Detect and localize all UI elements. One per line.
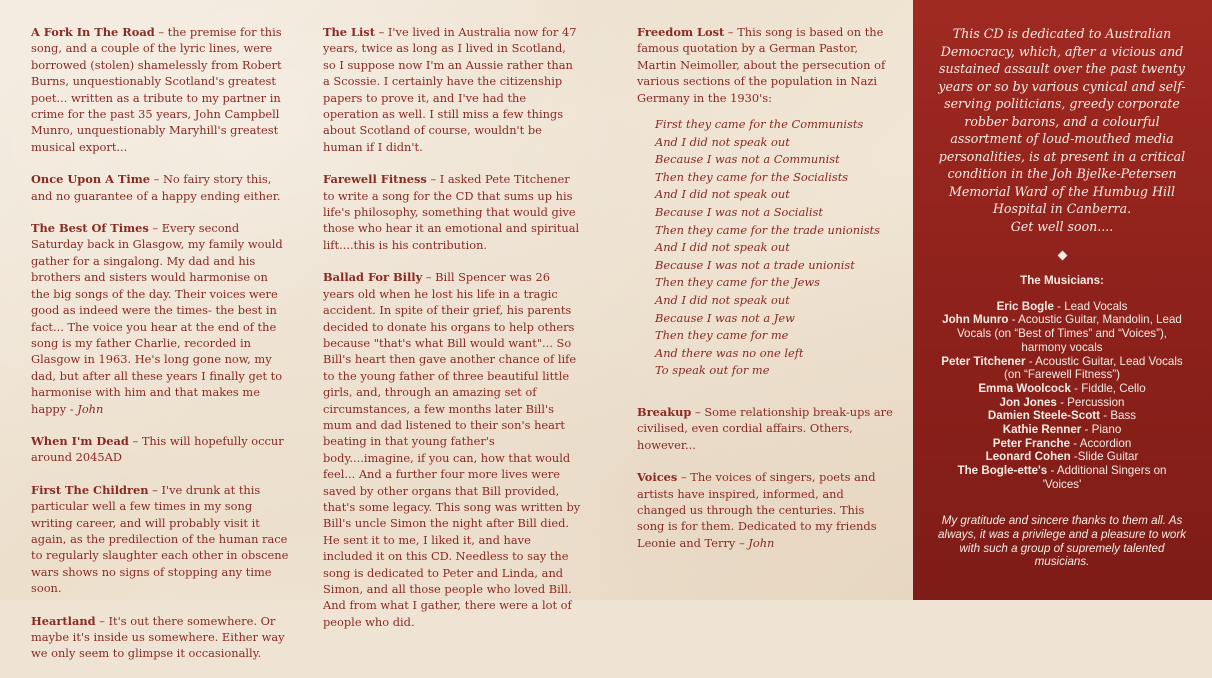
get-well-line: Get well soon.... bbox=[1010, 218, 1114, 234]
musician-name: Peter Franche bbox=[992, 436, 1071, 450]
song-title: Farewell Fitness bbox=[323, 172, 427, 187]
musician-name: John Munro bbox=[942, 313, 1009, 327]
song-title: Voices bbox=[637, 470, 678, 485]
notes-column-3 bbox=[637, 24, 895, 567]
musician-credit bbox=[937, 382, 1187, 396]
musician-role: - Acoustic Guitar, Mandolin, Lead Vocals (on “Best of Times” and “Voices”), harmony vocals bbox=[956, 313, 1182, 354]
musician-role: - Bass bbox=[1100, 409, 1137, 423]
dedication-panel bbox=[913, 0, 1212, 600]
song-description: – This will hopefully occur around 2045AD bbox=[31, 433, 284, 465]
dedication-text bbox=[937, 25, 1187, 235]
musician-credit bbox=[937, 437, 1187, 451]
musician-credit bbox=[937, 313, 1187, 354]
song-title: A Fork In The Road bbox=[31, 25, 155, 39]
song-title: The Best Of Times bbox=[31, 221, 149, 236]
musician-role: - Percussion bbox=[1056, 395, 1125, 409]
song-title: When I'm Dead bbox=[31, 433, 129, 448]
song-note-voices bbox=[637, 469, 895, 551]
song-note-fork-in-the-road bbox=[31, 24, 289, 155]
note-signature: John bbox=[77, 401, 104, 416]
musician-name: Eric Bogle bbox=[996, 299, 1054, 313]
song-description: – No fairy story this, and no guarantee of a happy ending either. bbox=[31, 172, 281, 203]
song-title: The List bbox=[323, 25, 375, 39]
quotation-poem bbox=[655, 116, 895, 380]
musician-role: - Acoustic Guitar, Lead Vocals (on “Farewell Fitness”) bbox=[1004, 354, 1183, 382]
note-signature: John bbox=[748, 535, 775, 550]
musician-role: - Fiddle, Cello bbox=[1070, 381, 1146, 395]
musician-role: -Slide Guitar bbox=[1070, 450, 1139, 464]
poem-line: Because I was not a trade unionist bbox=[655, 257, 855, 272]
musician-role: - Lead Vocals bbox=[1053, 299, 1128, 313]
musician-name: Damien Steele-Scott bbox=[987, 409, 1101, 423]
song-title: Freedom Lost bbox=[637, 25, 725, 39]
song-description: – Bill Spencer was 26 years old when he lost his life in a tragic accident. In spite of their grief, his parents decided to donate his organs to help others because "that's what Bill would want"... So Bill's heart then gave another chance of life to the young father of three beautiful little girls, and, through an amazing set of circumstances, a few months later Bill's mum and dad listened to their son's heart beating in that young father's body....imagine, if you can, how that would feel... And a further four more lives were saved by other organs that Bill provided, that's some legacy. This song was written by Bill's uncle Simon the night after Bill died. He sent it to me, I liked it, and have included it on this CD. Needless to say the song is dedicated to Peter and Linda, and Simon, and all those people who loved Bill. And from what I gather, there were a lot of people who did. bbox=[323, 270, 581, 629]
musician-credit bbox=[937, 423, 1187, 437]
song-note-farewell-fitness bbox=[323, 171, 581, 253]
song-title: Ballad For Billy bbox=[323, 270, 423, 285]
musician-role: - Piano bbox=[1081, 423, 1122, 437]
musician-name: The Bogle-ette's bbox=[957, 464, 1048, 478]
song-note-heartland bbox=[31, 613, 289, 662]
poem-line: Because I was not a Jew bbox=[655, 310, 795, 325]
musicians-credits bbox=[937, 274, 1187, 492]
song-note-when-im-dead bbox=[31, 433, 289, 466]
song-note-once-upon-a-time bbox=[31, 171, 289, 204]
poem-line: Then they came for the Jews bbox=[655, 275, 820, 290]
musician-credit bbox=[937, 464, 1187, 491]
song-title: Breakup bbox=[637, 404, 692, 419]
poem-line: Then they came for the trade unionists bbox=[655, 222, 880, 237]
musician-credit bbox=[937, 450, 1187, 464]
song-description: – I've drunk at this particular well a few times in my song writing career, and will probably visit it again, as the predilection of the human race to regularly slaughter each other in obscene wars shows no signs of stopping any time soon. bbox=[31, 482, 289, 596]
musician-role: - Additional Singers on 'Voices' bbox=[1042, 464, 1167, 491]
notes-column-1 bbox=[31, 24, 289, 678]
poem-line: First they came for the Communists bbox=[655, 117, 864, 132]
poem-line: And there was no one left bbox=[655, 345, 804, 360]
musician-credit bbox=[937, 355, 1187, 382]
musician-name: Jon Jones bbox=[999, 395, 1057, 409]
poem-line: Then they came for the Socialists bbox=[655, 169, 849, 184]
song-description: – It's out there somewhere. Or maybe it's inside us somewhere. Either way we only seem to glimpse it occasionally. bbox=[31, 613, 285, 661]
poem-line: And I did not speak out bbox=[655, 134, 790, 149]
musician-credit bbox=[937, 409, 1187, 423]
musician-role: - Accordion bbox=[1070, 436, 1132, 450]
song-title: First The Children bbox=[31, 482, 149, 497]
poem-line: To speak out for me bbox=[655, 363, 770, 378]
dedication-body: This CD is dedicated to Australian Democracy, which, after a vicious and sustained assault over the past twenty years or so by various cynical and self-serving politicians, greedy corporate robber barons, and a colourful assortment of loud-mouthed media personalities, is at present in a critical condition in the Joh Bjelke-Petersen Memorial Ward of the Humbug Hill Hospital in Canberra. bbox=[938, 26, 1186, 216]
musician-name: Kathie Renner bbox=[1002, 423, 1082, 437]
song-description: – The voices of singers, poets and artists have inspired, informed, and changed us through the centuries. This song is for them. Dedicated to my friends Leonie and Terry – bbox=[637, 470, 877, 550]
musicians-title: The Musicians: bbox=[1020, 274, 1104, 287]
song-description: – Every second Saturday back in Glasgow, my family would gather for a singalong. My dad and his brothers and sisters would harmonise on the big songs of the day. Their voices were good as indeed were the times- the best in fact... The voice you hear at the end of the song is my father Charlie, recorded in Glasgow in 1963. He's long gone now, my dad, but after all these years I finally get to harmonise with him and that makes me happy - bbox=[31, 221, 283, 416]
song-note-ballad-for-billy bbox=[323, 269, 581, 630]
song-note-first-the-children bbox=[31, 482, 289, 597]
song-description: – This song is based on the famous quotation by a German Pastor, Martin Neimoller, about the persecution of various sections of the population in Nazi Germany in the 1930's: bbox=[637, 25, 886, 105]
musician-name: Peter Titchener bbox=[941, 354, 1026, 368]
song-note-freedom-lost bbox=[637, 24, 895, 106]
song-note-breakup bbox=[637, 404, 895, 453]
musician-name: Leonard Cohen bbox=[985, 450, 1071, 464]
gratitude-text: My gratitude and sincere thanks to them all. As always, it was a privilege and a pleasure to work with such a group of supremely talented musicians. bbox=[937, 514, 1187, 569]
song-note-the-list bbox=[323, 24, 581, 155]
poem-line: And I did not speak out bbox=[655, 240, 790, 255]
musician-credit bbox=[937, 300, 1187, 314]
song-title: Heartland bbox=[31, 613, 96, 628]
poem-line: Because I was not a Communist bbox=[655, 152, 840, 167]
musician-credit bbox=[937, 396, 1187, 410]
diamond-divider-icon bbox=[1058, 251, 1068, 261]
poem-line: Because I was not a Socialist bbox=[655, 205, 823, 219]
song-note-best-of-times bbox=[31, 220, 289, 417]
poem-line: And I did not speak out bbox=[655, 292, 790, 307]
song-description: – I've lived in Australia now for 47 years, twice as long as I lived in Scotland, so I suppose now I'm an Aussie rather than a Scossie. I certainly have the citizenship papers to prove it, and I've had the operation as well. I still miss a few things about Scotland of course, wouldn't be human if I didn't. bbox=[323, 25, 577, 154]
poem-line: And I did not speak out bbox=[655, 187, 790, 202]
notes-column-2 bbox=[323, 24, 581, 646]
song-description: – I asked Pete Titchener to write a song for the CD that sums up his life's philosophy, something that would give those who hear it an emotional and spiritual lift....this is his contribution. bbox=[323, 172, 580, 252]
poem-line: Then they came for me bbox=[655, 328, 789, 343]
song-title: Once Upon A Time bbox=[31, 172, 151, 187]
song-description: – Some relationship break-ups are civilised, even cordial affairs. Others, however... bbox=[637, 404, 893, 452]
song-description: – the premise for this song, and a couple of the lyric lines, were borrowed (stolen) shamelessly from Robert Burns, unquestionably Scotland's greatest poet... written as a tribute to my partner in crime for the past 35 years, John Campbell Munro, unquestionably Maryhill's greatest musical export... bbox=[31, 25, 282, 154]
musician-name: Emma Woolcock bbox=[978, 381, 1071, 395]
